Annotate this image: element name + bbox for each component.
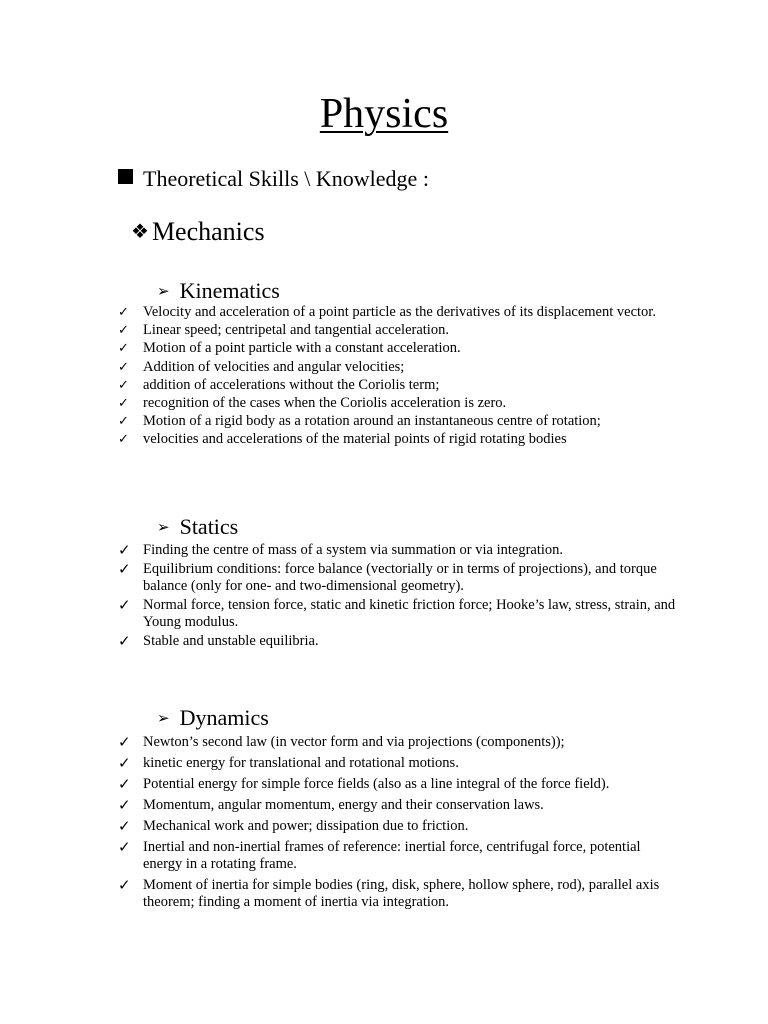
check-icon: ✓ [118, 560, 131, 578]
list-item: ✓ Potential energy for simple force fields (also as a line integral of the force field). [118, 775, 610, 793]
subsection-heading-kinematics [157, 277, 280, 307]
topic-heading [131, 216, 265, 249]
list-item: ✓ velocities and accelerations of the material points of rigid rotating bodies [118, 431, 567, 448]
list-item: ✓ kinetic energy for translational and rotational motions. [118, 754, 459, 772]
check-icon: ✓ [118, 632, 131, 650]
arrow-bullet-icon: ➢ [157, 518, 170, 536]
subsection-heading-dynamics [157, 704, 269, 734]
list-item: ✓ Stable and unstable equilibria. [118, 632, 319, 650]
kinematics-list [118, 304, 678, 450]
check-icon: ✓ [118, 359, 129, 375]
subsection-title: Statics [179, 514, 239, 539]
list-item: ✓ Newton’s second law (in vector form and via projections (components)); [118, 733, 565, 751]
list-item: ✓ Normal force, tension force, static and kinetic friction force; Hooke’s law, stress, strain, and Young modulus. [118, 596, 676, 630]
list-item: ✓ Mechanical work and power; dissipation due to friction. [118, 817, 469, 835]
check-icon: ✓ [118, 796, 131, 814]
check-icon: ✓ [118, 432, 129, 448]
square-bullet-icon [118, 169, 133, 184]
arrow-bullet-icon: ➢ [157, 709, 170, 727]
check-icon: ✓ [118, 838, 131, 856]
check-icon: ✓ [118, 414, 129, 430]
statics-list [118, 542, 678, 652]
subsection-heading-statics [157, 513, 238, 543]
check-icon: ✓ [118, 377, 129, 393]
list-item: ✓ Motion of a point particle with a constant acceleration. [118, 340, 461, 357]
list-item: ✓ Linear speed; centripetal and tangential acceleration. [118, 322, 449, 339]
diamond-bullet-icon: ❖ [131, 219, 149, 243]
list-item: ✓ Inertial and non-inertial frames of reference: inertial force, centrifugal force, potential energy in a rotating frame. [118, 838, 641, 872]
check-icon: ✓ [118, 775, 131, 793]
check-icon: ✓ [118, 733, 131, 751]
check-icon: ✓ [118, 596, 131, 614]
subsection-title: Dynamics [179, 705, 269, 730]
check-icon: ✓ [118, 305, 129, 320]
check-icon: ✓ [118, 817, 131, 835]
dynamics-list [118, 734, 678, 915]
list-item: ✓ Moment of inertia for simple bodies (ring, disk, sphere, hollow sphere, rod), parallel axis theorem; finding a moment of inertia via integration. [118, 876, 660, 910]
check-icon: ✓ [118, 541, 131, 559]
check-icon: ✓ [118, 323, 129, 339]
check-icon: ✓ [118, 754, 131, 772]
list-item: ✓ recognition of the cases when the Coriolis acceleration is zero. [118, 394, 507, 411]
topic-heading-text: Mechanics [151, 217, 265, 246]
check-icon: ✓ [118, 395, 129, 411]
list-item: ✓ Equilibrium conditions: force balance (vectorially or in terms of projections), and torque balance (only for one- and two-dimensional geometry). [118, 560, 657, 594]
check-icon: ✓ [118, 876, 131, 894]
list-item: ✓ Momentum, angular momentum, energy and their conservation laws. [118, 796, 544, 814]
page-title: Physics [319, 91, 449, 137]
section-heading [118, 164, 429, 194]
check-icon: ✓ [118, 341, 129, 357]
list-item: ✓ Finding the centre of mass of a system via summation or via integration. [118, 541, 564, 559]
list-item: ✓ addition of accelerations without the Coriolis term; [118, 376, 440, 393]
list-item: ✓ Motion of a rigid body as a rotation around an instantaneous centre of rotation; [118, 413, 601, 430]
list-item: ✓ Velocity and acceleration of a point particle as the derivatives of its displacement vector. [118, 304, 656, 320]
subsection-title: Kinematics [179, 278, 280, 303]
arrow-bullet-icon: ➢ [157, 282, 170, 300]
list-item: ✓ Addition of velocities and angular velocities; [118, 358, 405, 375]
section-heading-text: Theoretical Skills \ Knowledge : [143, 166, 429, 191]
